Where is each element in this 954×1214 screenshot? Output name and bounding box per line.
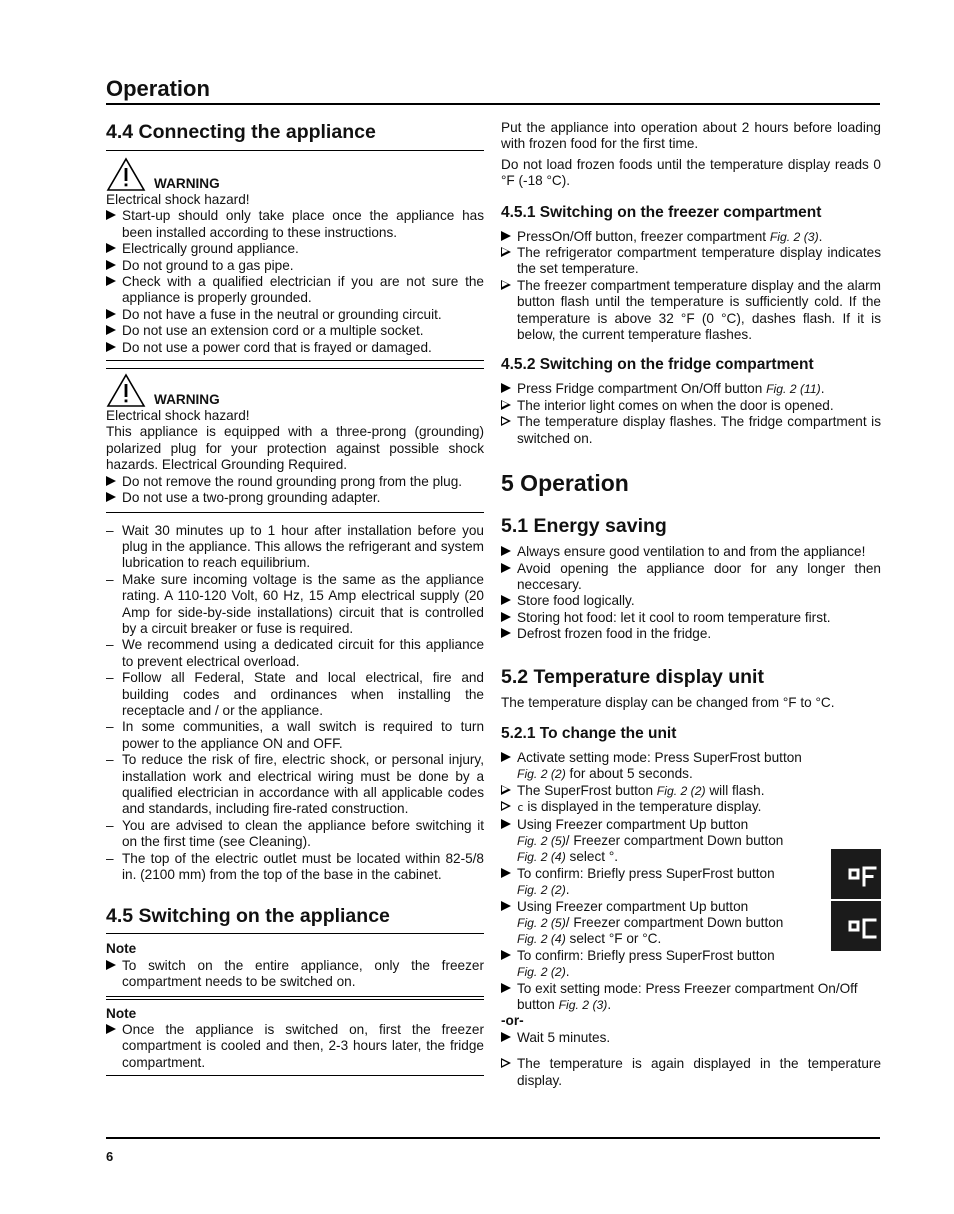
intro-text: Do not load frozen foods until the temperature display reads 0 °F (-18 °C).: [501, 156, 881, 189]
list-item: Using Freezer compartment Up button Fig. 2 (5)/ Freezer compartment Down button Fig. 2 (4) select °.: [501, 817, 823, 866]
intro-text: Put the appliance into operation about 2 hours before loading with frozen food for the first time.: [501, 120, 881, 152]
seven-segment-display-icon: [831, 901, 881, 951]
list-item: To confirm: Briefly press SuperFrost button Fig. 2 (2).: [501, 948, 823, 981]
divider: [106, 512, 484, 513]
bullet-arrow-icon: [501, 868, 511, 878]
list-item: Do not have a fuse in the neutral or grounding circuit.: [106, 307, 484, 323]
list-item: – In some communities, a wall switch is required to turn power to the appliance ON and OFF.: [106, 719, 484, 751]
divider: [106, 933, 484, 934]
divider: [106, 360, 484, 361]
result-arrow-icon: [501, 1058, 511, 1068]
bullet-arrow-icon: [106, 210, 116, 220]
warning-header: [106, 154, 484, 192]
list-item: – Wait 30 minutes up to 1 hour after installation before you plug in the appliance. This allows the refrigerant and system lubrication to reach equilibrium.: [106, 522, 484, 571]
divider: [106, 996, 484, 997]
bullet-arrow-icon: [501, 752, 511, 762]
display-image-degree-f: [831, 849, 881, 899]
list-item: Using Freezer compartment Up button Fig. 2 (5)/ Freezer compartment Down button Fig. 2 (4) select °F or °C.: [501, 899, 823, 948]
divider: [106, 368, 484, 369]
unit-steps: [501, 817, 823, 981]
list-item: Avoid opening the appliance door for any longer then neccesary.: [501, 561, 881, 594]
list-item: Start-up should only take place once the appliance has been installed according to these instructions.: [106, 208, 484, 241]
result-arrow-icon: [501, 280, 511, 290]
bullet-arrow-icon: [501, 983, 511, 993]
bullet-arrow-icon: [106, 1024, 116, 1034]
warning-label: WARNING: [154, 176, 220, 191]
section-4-5-1-title: 4.5.1 Switching on the freezer compartment: [501, 203, 822, 221]
seven-segment-display-icon: [831, 849, 881, 899]
list-item: To confirm: Briefly press SuperFrost button Fig. 2 (2).: [501, 866, 823, 899]
warning-hazard: Electrical shock hazard!: [106, 192, 250, 207]
list-item: Storing hot food: let it cool to room temperature first.: [501, 610, 881, 626]
warning-label: WARNING: [154, 392, 220, 408]
section-5-1-title: 5.1 Energy saving: [501, 515, 667, 538]
list-item: – You are advised to clean the appliance before switching it on the first time (see Cleaning).: [106, 817, 484, 850]
list-item: The SuperFrost button Fig. 2 (2) will flash.: [501, 783, 881, 799]
list-item: – The top of the electric outlet must be located within 82-5/8 in. (2100 mm) from the top of the base in the cabinet.: [106, 850, 484, 883]
list-item: The temperature display flashes. The fridge compartment is switched on.: [501, 414, 881, 447]
installation-requirements: [106, 523, 484, 884]
divider: [106, 150, 484, 151]
page-header: [106, 76, 880, 105]
bullet-arrow-icon: [501, 612, 511, 622]
list-item: Always ensure good ventilation to and from the appliance!: [501, 544, 881, 560]
bullet-arrow-icon: [106, 325, 116, 335]
list-item: Defrost frozen food in the fridge.: [501, 626, 881, 642]
section-5-2-text: The temperature display can be changed from °F to °C.: [501, 694, 835, 710]
list-item: – We recommend using a dedicated circuit for this appliance to prevent electrical overload.: [106, 637, 484, 669]
right-column: [501, 120, 881, 1089]
divider: [106, 999, 484, 1000]
warning-hazard: Electrical shock hazard!: [106, 408, 250, 424]
bullet-arrow-icon: [501, 563, 511, 573]
warning-triangle-icon: [106, 157, 146, 192]
list-item: Do not ground to a gas pipe.: [106, 258, 484, 274]
list-item: – Follow all Federal, State and local electrical, fire and building codes and ordinances when installing the receptacle and / or the appliance.: [106, 670, 484, 718]
list-item: Do not use a two-prong grounding adapter.: [106, 490, 484, 506]
bullet-arrow-icon: [501, 383, 511, 393]
list-item: Do not use an extension cord or a multiple socket.: [106, 323, 484, 339]
list-item: Do not remove the round grounding prong from the plug.: [106, 474, 484, 490]
result-arrow-icon: [501, 785, 511, 795]
list-item: The refrigerator compartment temperature display indicates the set temperature.: [501, 245, 881, 278]
section-4-5-title: 4.5 Switching on the appliance: [106, 905, 390, 928]
list-item: The freezer compartment temperature display and the alarm button flash until the temperature is sufficiently cold. If the temperature is above 32 °F (0 °C), dashes flash. If it is below, the current temperature flashes.: [501, 278, 881, 344]
bullet-arrow-icon: [106, 260, 116, 270]
divider: [106, 1075, 484, 1076]
bullet-arrow-icon: [106, 243, 116, 253]
bullet-arrow-icon: [501, 595, 511, 605]
bullet-arrow-icon: [106, 309, 116, 319]
bullet-arrow-icon: [106, 492, 116, 502]
section-5-2-1-title: 5.2.1 To change the unit: [501, 724, 677, 742]
list-item: To exit setting mode: Press Freezer compartment On/Off button Fig. 2 (3).: [501, 981, 881, 1014]
list-item: Check with a qualified electrician if you are not sure the appliance is properly grounded.: [106, 274, 484, 307]
list-item: Once the appliance is switched on, first the freezer compartment is cooled and then, 2-3 hours later, the fridge compartment.: [106, 1022, 484, 1071]
list-item: The interior light comes on when the door is opened.: [501, 398, 881, 414]
bullet-arrow-icon: [501, 950, 511, 960]
note-label: Note: [106, 1005, 137, 1021]
warning-text: This appliance is equipped with a three-prong (grounding) polarized plug for your protection against possible shock hazards. Electrical Grounding Required.: [106, 424, 484, 473]
bullet-arrow-icon: [501, 1032, 511, 1042]
list-item: Electrically ground appliance.: [106, 241, 484, 257]
bullet-arrow-icon: [501, 628, 511, 638]
section-5-title: 5 Operation: [501, 470, 629, 497]
section-5-2-title: 5.2 Temperature display unit: [501, 665, 764, 688]
result-arrow-icon: [501, 400, 511, 410]
bullet-arrow-icon: [106, 276, 116, 286]
result-arrow-icon: [501, 247, 511, 257]
list-item: Activate setting mode: Press SuperFrost button Fig. 2 (2) for about 5 seconds.: [501, 750, 881, 783]
bullet-arrow-icon: [501, 231, 511, 241]
bullet-arrow-icon: [501, 819, 511, 829]
bullet-arrow-icon: [501, 901, 511, 911]
bullet-arrow-icon: [106, 342, 116, 352]
warning-triangle-icon: [106, 373, 146, 408]
or-label: -or-: [501, 1013, 524, 1029]
list-item: – To reduce the risk of fire, electric shock, or personal injury, installation work and electrical wiring must be done by a qualified electrician in accordance with all applicable codes and standards, including fire-rated construction.: [106, 752, 484, 817]
list-item: Press Fridge compartment On/Off button Fig. 2 (11).: [501, 381, 881, 397]
section-4-4-title: 4.4 Connecting the appliance: [106, 121, 376, 143]
page-title: Operation: [106, 76, 210, 101]
bullet-arrow-icon: [106, 960, 116, 970]
note-label: Note: [106, 941, 137, 957]
page-footer: [106, 1137, 880, 1164]
list-item: PressOn/Off button, freezer compartment Fig. 2 (3).: [501, 229, 881, 245]
list-item: – Make sure incoming voltage is the same as the appliance rating. A 110-120 Volt, 60 Hz, 15 Amp electrical supply (20 Amp for side-by-side installations) circuit that is controlled by a circuit breaker or fuse is required.: [106, 571, 484, 636]
warning-header: [106, 370, 484, 408]
list-item: Store food logically.: [501, 593, 881, 609]
bullet-arrow-icon: [501, 546, 511, 556]
section-4-5-2-title: 4.5.2 Switching on the fridge compartment: [501, 356, 814, 374]
list-item: Do not use a power cord that is frayed or damaged.: [106, 340, 484, 356]
result-arrow-icon: [501, 416, 511, 426]
page-number: 6: [106, 1149, 114, 1164]
list-item: To switch on the entire appliance, only the freezer compartment needs to be switched on.: [106, 958, 484, 991]
list-item: The temperature is again displayed in the temperature display.: [501, 1056, 881, 1089]
list-item: Wait 5 minutes.: [501, 1030, 881, 1046]
display-image-degree-c: [831, 901, 881, 951]
left-column: [106, 120, 484, 1076]
bullet-arrow-icon: [106, 476, 116, 486]
list-item: c is displayed in the temperature display.: [501, 799, 881, 816]
result-arrow-icon: [501, 801, 511, 811]
